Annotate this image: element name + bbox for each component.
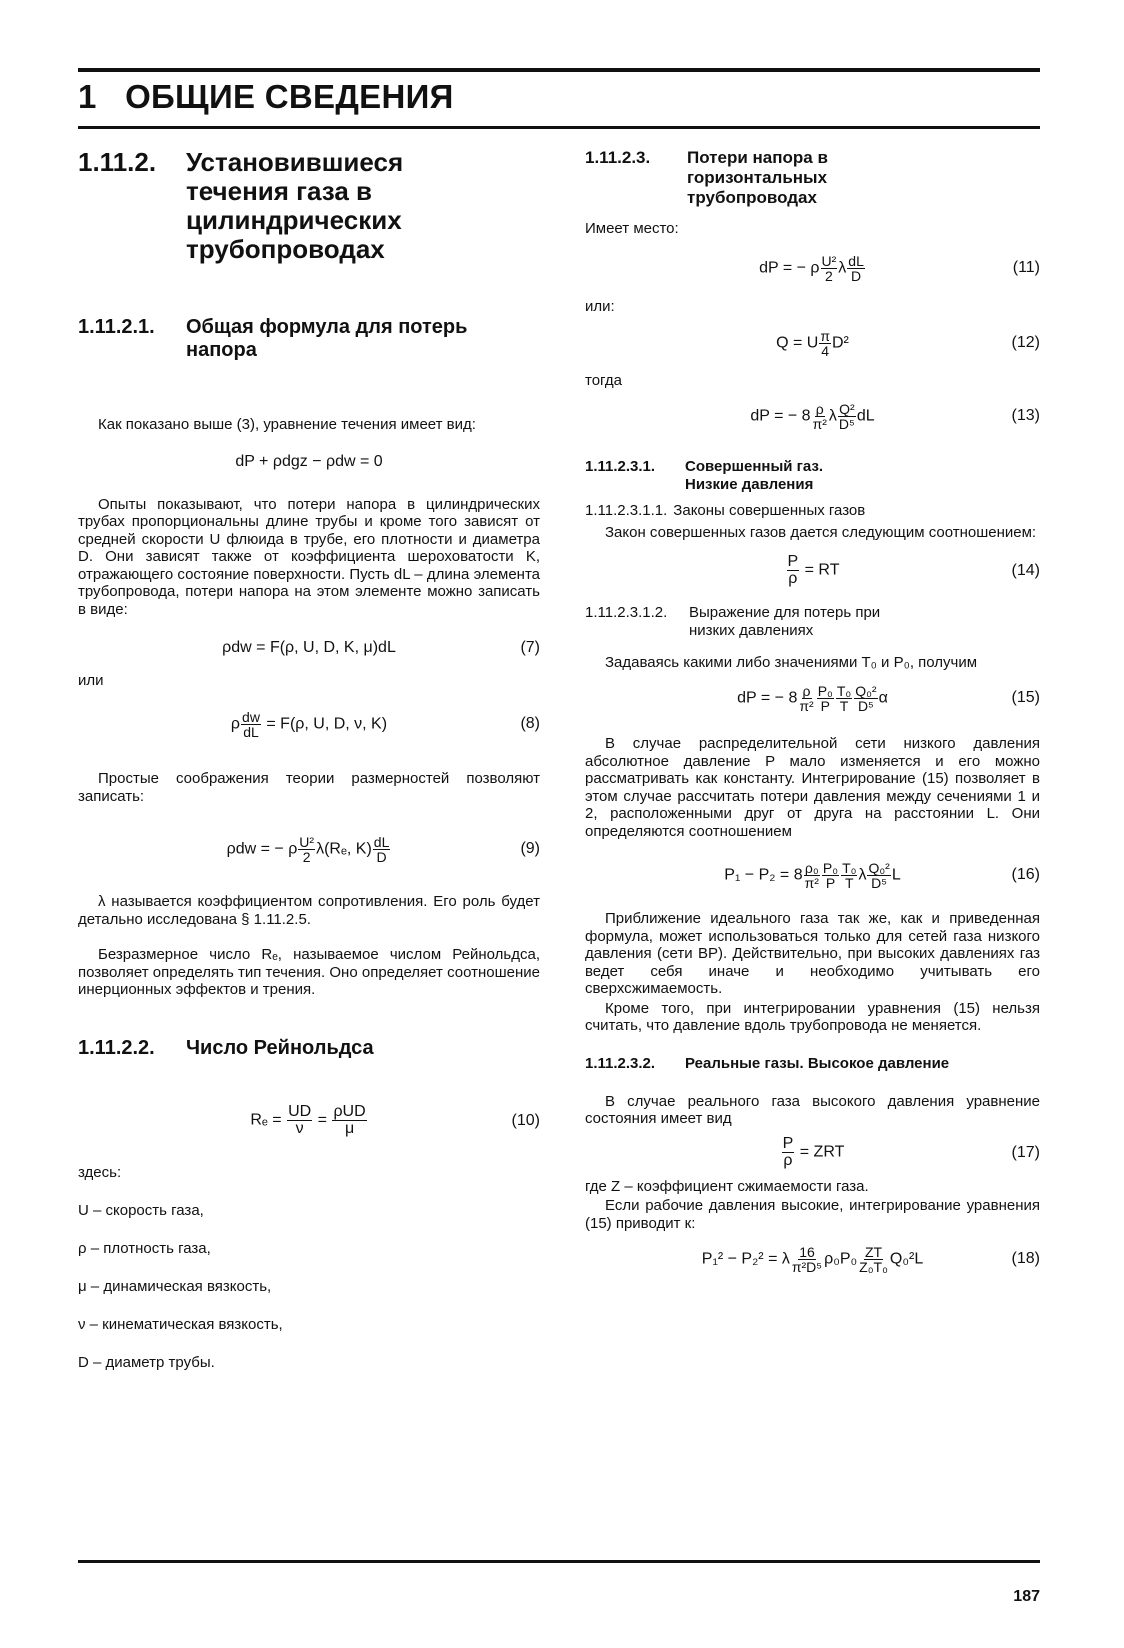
section-number: 1.11.2.1. bbox=[78, 316, 155, 338]
eq-numerator: U² bbox=[821, 252, 837, 269]
list-item: U – скорость газа, bbox=[78, 1201, 204, 1219]
eq-numerator: Q₀² bbox=[855, 682, 877, 699]
eq-numerator: Q₀² bbox=[868, 859, 890, 876]
eq-numerator: dw bbox=[242, 708, 260, 725]
chapter-title: ОБЩИЕ СВЕДЕНИЯ bbox=[125, 78, 454, 115]
equation-number: (16) bbox=[1011, 866, 1040, 883]
equation-13 bbox=[585, 394, 1040, 438]
section-number: 1.11.2.3.1.1. bbox=[585, 502, 668, 519]
equation-9 bbox=[78, 827, 540, 871]
eq-denominator: T bbox=[844, 874, 854, 891]
equation-number: (13) bbox=[1011, 407, 1040, 424]
equation-number: (11) bbox=[1012, 259, 1040, 276]
eq-term: λ bbox=[858, 866, 867, 884]
paragraph: где Z – коэффициент сжимаемости газа. bbox=[585, 1177, 869, 1195]
eq-numerator: P₀ bbox=[817, 682, 833, 699]
eq-numerator: ZT bbox=[864, 1243, 883, 1260]
section-number: 1.11.2.3.2. bbox=[585, 1054, 656, 1072]
section-number: 1.11.2.3. bbox=[585, 148, 651, 167]
eq-fraction bbox=[798, 684, 814, 713]
eq-numerator: 16 bbox=[799, 1243, 815, 1260]
left-column bbox=[78, 148, 540, 1392]
list-item: μ – динамическая вязкость, bbox=[78, 1277, 272, 1295]
eq-term: λ bbox=[828, 407, 837, 425]
eq-term: Q = U bbox=[776, 334, 819, 352]
text-or: или bbox=[78, 672, 104, 689]
eq-fraction bbox=[867, 861, 890, 890]
text-then: тогда bbox=[585, 372, 622, 389]
eq-fraction bbox=[298, 835, 315, 864]
section-heading-1-11-2-3-1-1 bbox=[585, 502, 1040, 520]
eq-denominator: 4 bbox=[821, 342, 830, 359]
eq-term: = bbox=[317, 1111, 327, 1129]
list-item: ν – кинематическая вязкость, bbox=[78, 1315, 283, 1333]
paragraph: Кроме того, при интегрировании уравнения (15) нельзя считать, что давление вдоль трубопровода не меняется. bbox=[585, 999, 1040, 1034]
equation-number: (10) bbox=[511, 1111, 540, 1129]
paragraph: В случае реального газа высокого давления уравнение состояния имеет вид bbox=[585, 1092, 1040, 1127]
eq-numerator: ρUD bbox=[333, 1103, 366, 1120]
header-rule bbox=[78, 126, 1040, 129]
eq-denominator: π² bbox=[804, 874, 819, 891]
equation-body bbox=[750, 402, 874, 431]
eq-term: dL bbox=[856, 407, 875, 425]
eq-term: dP = − 8 bbox=[737, 689, 798, 707]
equation-number: (9) bbox=[520, 840, 540, 857]
paragraph: Приближение идеального газа так же, как и приведенная формула, может использоваться только для сетей газа низкого давления (сети ВР). Действительно, при высоких давлениях газ ведет себя иначе и необходимо учитывать его сверхсжимаемость. bbox=[585, 910, 1040, 997]
text-or: или: bbox=[585, 298, 615, 315]
eq-term: Q₀²L bbox=[889, 1250, 924, 1268]
eq-numerator: dL bbox=[373, 833, 390, 850]
eq-denominator: T bbox=[839, 697, 849, 714]
section-heading-1-11-2-3-2 bbox=[585, 1055, 1040, 1073]
equation-number: (7) bbox=[520, 639, 540, 656]
eq-fraction bbox=[791, 1245, 823, 1274]
eq-denominator: π² bbox=[812, 415, 827, 432]
eq-term: α bbox=[878, 689, 888, 707]
eq-numerator: P bbox=[782, 1135, 794, 1152]
equation-11 bbox=[585, 248, 1040, 288]
eq-denominator: dL bbox=[243, 723, 259, 740]
eq-term: ρdw = − ρ bbox=[226, 840, 298, 858]
equation-number: (8) bbox=[520, 715, 540, 732]
equation-16 bbox=[585, 852, 1040, 898]
paragraph: В случае распределительной сети низкого давления абсолютное давление P мало изменяется и его можно рассматривать как константу. Интегрирование (15) позволяет в этом случае рассчитать потери давления между сечениями 1 и 2, расположенными друг от друга на расстоянии L. Они определяются соотношением bbox=[585, 735, 1040, 840]
equation-body bbox=[724, 861, 900, 890]
equation-body bbox=[227, 835, 392, 864]
section-title: Выражение для потерь при низких давлениях bbox=[689, 603, 881, 639]
eq-term: = F(ρ, U, D, ν, K) bbox=[266, 715, 388, 733]
symbol-list bbox=[78, 1202, 540, 1372]
section-number: 1.11.2.3.1.2. bbox=[585, 603, 668, 621]
eq-denominator: D⁵ bbox=[838, 415, 855, 432]
equation-10 bbox=[78, 1100, 540, 1142]
chapter-header bbox=[78, 78, 1038, 116]
section-heading-1-11-2-3 bbox=[585, 148, 1040, 208]
eq-denominator: ρ bbox=[783, 1152, 793, 1169]
eq-term: λ bbox=[838, 259, 847, 277]
eq-denominator: ν bbox=[295, 1120, 304, 1137]
eq-denominator: D bbox=[851, 267, 862, 284]
text-has-place: Имеет место: bbox=[585, 220, 679, 237]
eq-numerator: ρ₀ bbox=[804, 859, 819, 876]
equation-body bbox=[781, 1136, 845, 1169]
section-number: 1.11.2. bbox=[78, 147, 157, 177]
section-heading-1-11-2 bbox=[78, 148, 540, 264]
footer-rule bbox=[78, 1560, 1040, 1563]
chapter-number: 1 bbox=[78, 78, 97, 115]
equation-15 bbox=[585, 675, 1040, 721]
eq-fraction bbox=[822, 861, 839, 890]
eq-fraction bbox=[817, 684, 834, 713]
eq-denominator: D⁵ bbox=[857, 697, 874, 714]
eq-term: L bbox=[891, 866, 901, 884]
equation-body: dP + ρdgz − ρdw = 0 bbox=[235, 452, 383, 470]
eq-term: dP = − 8 bbox=[750, 407, 811, 425]
equation-number: (14) bbox=[1011, 561, 1040, 579]
eq-fraction bbox=[858, 1245, 889, 1274]
paragraph: Простые соображения теории размерностей позволяют записать: bbox=[78, 770, 540, 805]
eq-numerator: UD bbox=[288, 1103, 312, 1120]
top-rule bbox=[78, 68, 1040, 72]
equation-flow bbox=[78, 452, 540, 472]
equation-18 bbox=[585, 1236, 1040, 1282]
eq-fraction bbox=[804, 861, 820, 890]
paragraph: Как показано выше (3), уравнение течения имеет вид: bbox=[98, 416, 476, 433]
eq-fraction bbox=[332, 1104, 366, 1137]
equation-number: (15) bbox=[1011, 689, 1040, 706]
eq-numerator: ρ bbox=[802, 682, 811, 699]
right-column bbox=[585, 148, 1040, 1282]
eq-term: P₁ − P₂ = 8 bbox=[724, 866, 803, 884]
section-title: Совершенный газ. Низкие давления bbox=[685, 458, 824, 493]
eq-term: D² bbox=[832, 334, 849, 352]
equation-8 bbox=[78, 704, 540, 744]
section-heading-1-11-2-3-1 bbox=[585, 458, 1040, 494]
eq-denominator: 2 bbox=[825, 267, 833, 284]
eq-denominator: D⁵ bbox=[871, 874, 888, 891]
eq-denominator: π²D⁵ bbox=[791, 1258, 823, 1275]
eq-denominator: μ bbox=[344, 1120, 355, 1137]
eq-fraction bbox=[841, 861, 857, 890]
equation-14 bbox=[585, 550, 1040, 592]
section-number: 1.11.2.2. bbox=[78, 1036, 155, 1059]
eq-denominator: 2 bbox=[302, 848, 311, 865]
eq-numerator: dL bbox=[848, 252, 864, 269]
equation-body bbox=[786, 554, 840, 587]
eq-term: ρ₀P₀ bbox=[824, 1250, 858, 1268]
eq-denominator: ρ bbox=[788, 570, 798, 587]
eq-denominator: D bbox=[376, 848, 387, 865]
eq-term: dP = − ρ bbox=[759, 259, 820, 277]
equation-number: (18) bbox=[1011, 1250, 1040, 1267]
equation-body bbox=[250, 1104, 367, 1137]
page-number: 187 bbox=[1013, 1588, 1040, 1605]
list-item: D – диаметр трубы. bbox=[78, 1353, 215, 1371]
section-title: Установившиеся течения газа в цилиндрических трубопроводах bbox=[186, 147, 404, 264]
eq-fraction bbox=[821, 254, 838, 283]
eq-denominator: π² bbox=[799, 697, 814, 714]
eq-fraction bbox=[847, 254, 865, 283]
eq-term: = RT bbox=[804, 561, 840, 579]
eq-fraction bbox=[373, 835, 391, 864]
eq-term: Rₑ = bbox=[250, 1111, 282, 1129]
eq-term: P₁² − P₂² = λ bbox=[701, 1250, 790, 1268]
eq-numerator: P bbox=[787, 553, 799, 570]
equation-body: ρdw = F(ρ, U, D, K, μ)dL bbox=[222, 639, 396, 656]
paragraph: Безразмерное число Rₑ, называемое числом Рейнольдса, позволяет определять тип течения. Оно определяет соотношение инерционных эффектов и трения. bbox=[78, 946, 540, 998]
eq-numerator: Q² bbox=[839, 400, 855, 417]
paragraph: Задаваясь какими либо значениями T₀ и P₀, получим bbox=[605, 653, 978, 671]
section-heading-1-11-2-3-1-2 bbox=[585, 604, 1040, 640]
eq-numerator: ρ bbox=[815, 400, 824, 417]
eq-fraction bbox=[782, 1136, 795, 1169]
eq-fraction bbox=[819, 329, 831, 358]
section-title: Законы совершенных газов bbox=[673, 502, 866, 519]
equation-body bbox=[737, 684, 888, 713]
equation-12 bbox=[585, 324, 1040, 362]
paragraph: λ называется коэффициентом сопротивления. Его роль будет детально исследована § 1.11.2.5. bbox=[78, 893, 540, 928]
eq-term: = ZRT bbox=[799, 1143, 845, 1161]
section-title: Общая формула для потерь напора bbox=[186, 316, 468, 361]
eq-fraction bbox=[241, 710, 261, 739]
eq-denominator: P bbox=[825, 874, 836, 891]
eq-denominator: P bbox=[820, 697, 830, 714]
eq-numerator: T₀ bbox=[842, 859, 857, 876]
eq-fraction bbox=[787, 554, 800, 587]
paragraph: Закон совершенных газов дается следующим соотношением: bbox=[605, 524, 1037, 541]
eq-term: λ(Rₑ, K) bbox=[316, 840, 372, 858]
eq-numerator: U² bbox=[299, 833, 315, 850]
eq-fraction bbox=[854, 684, 877, 713]
section-heading-1-11-2-1 bbox=[78, 316, 540, 362]
equation-body bbox=[231, 710, 387, 739]
equation-7 bbox=[78, 636, 540, 660]
paragraph: Если рабочие давления высокие, интегрирование уравнения (15) приводит к: bbox=[585, 1197, 1040, 1232]
equation-17 bbox=[585, 1132, 1040, 1174]
section-title: Реальные газы. Высокое давление bbox=[685, 1054, 950, 1072]
eq-fraction bbox=[836, 684, 852, 713]
section-number: 1.11.2.3.1. bbox=[585, 458, 656, 475]
list-item: ρ – плотность газа, bbox=[78, 1239, 211, 1257]
eq-fraction bbox=[287, 1104, 312, 1137]
eq-numerator: P₀ bbox=[822, 859, 839, 876]
section-title: Число Рейнольдса bbox=[186, 1036, 374, 1059]
text-here: здесь: bbox=[78, 1163, 122, 1181]
equation-body bbox=[759, 254, 866, 283]
eq-fraction bbox=[812, 402, 828, 431]
paragraph: Опыты показывают, что потери напора в цилиндрических трубах пропорциональны длине трубы и кроме того зависят от средней скорости U флюида в трубе, его плотности и диаметра D. Они зависят также от коэффициента шероховатости K, отражающего состояние поверхности. Пусть dL – длина элемента трубопровода, потери напора на этом элементе можно записать в виде: bbox=[78, 495, 540, 618]
eq-term: ρ bbox=[230, 715, 241, 733]
eq-numerator: π bbox=[820, 327, 830, 344]
equation-number: (17) bbox=[1011, 1143, 1040, 1161]
section-title: Потери напора в горизонтальных трубопроводах bbox=[687, 148, 828, 207]
equation-body bbox=[702, 1245, 923, 1274]
equation-number: (12) bbox=[1011, 334, 1040, 351]
eq-denominator: Z₀T₀ bbox=[859, 1258, 888, 1275]
equation-body bbox=[776, 329, 849, 358]
eq-fraction bbox=[838, 402, 856, 431]
eq-numerator: T₀ bbox=[836, 682, 852, 699]
section-heading-1-11-2-2 bbox=[78, 1037, 540, 1060]
